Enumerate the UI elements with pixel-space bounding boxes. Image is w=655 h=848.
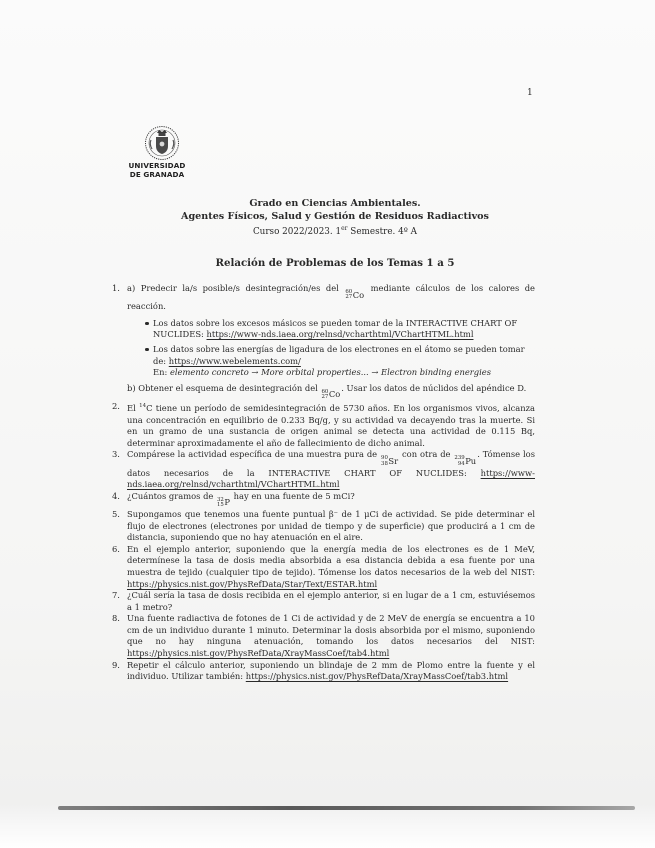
page-number: 1 (527, 88, 533, 98)
problem-2: 2. El $^{14}$C tiene un período de semidesintegración de 5730 años. En los organismos vivos, alcanza una concentración en equilibrio de 0.233 Bq/g, y su actividad va decayendo tras la muerte. Si en un gramo de una sustancia de origen animal se detecta una actividad de 0.115 Bq, determinar aproximadamente el año de fallecimiento de dicho animal. (112, 400, 536, 448)
problem-3: 3. Compárese la actividad específica de una muestra pura de 90 38 Sr con otra de 239 94 Pu . Tómense los datos necesarios de la INTERACTIVE CHART OF NUCLIDES: https://www-nds.iaea.org/relnsd/vcharthtml/VChartHTML.html (112, 449, 535, 490)
navigation-path: En: elemento concreto → More orbital properties... → Electron binding energies (153, 367, 492, 378)
problem-8: 8. Una fuente radiactiva de fotones de 1 Ci de actividad y de 2 MeV de energía se encuentra a 10 cm de un individuo durante 1 minuto. Determinar la dosis absorbida por el mismo, suponiendo que no hay ninguna atenuación, tomando los datos necesarios del NIST: https://physics.nist.gov/PhysRefData/XrayMassCoef/tab4.html (112, 613, 535, 659)
university-logo-text (112, 162, 202, 179)
problem-7: 7. ¿Cuál sería la tasa de dosis recibida en el ejemplo anterior, si en lugar de a 1 cm, estuviésemos a 1 metro? (112, 590, 535, 612)
problem-6: 6. En el ejemplo anterior, suponiendo que la energía media de los electrones es de 1 MeV, determínese la tasa de dosis media absorbida a esa distancia debida a esa fuente por una muestra de tejido (cualquier tipo de tejido). Tómense los datos necesarios de la web del NIST: https://physics.nist.gov/PhysRefData/Star/Text/ESTAR.html (112, 543, 535, 589)
webelements-link[interactable]: https://www.webelements.com/ (168, 355, 301, 366)
problem-5: 5. Supongamos que tenemos una fuente puntual β⁻ de 1 μCi de actividad. Se pide determinar el flujo de electrones (electrones por unidad de tiempo y de superficie) que producirá a 1 cm de distancia, suponiendo que no hay atenuación en el aire. (112, 508, 535, 543)
university-name-line-2: DE GRANADA (129, 169, 185, 179)
problem-number: 1. (112, 283, 120, 293)
problem-4: 4. ¿Cuántos gramos de 32 15 P hay en una fuente de 5 mCi? (112, 490, 355, 509)
problem-number: 7. (112, 590, 120, 601)
problem-number: 4. (112, 490, 120, 501)
degree-title: Grado en Ciencias Ambientales. (249, 198, 421, 209)
list-item: Los datos sobre los excesos másicos se pueden tomar de la INTERACTIVE CHART OF NUCLIDES: https://www-nds.iaea.org/relnsd/vcharthtml/VChartHTML.html (145, 318, 535, 341)
isotope-co60: 60 27 Co (321, 388, 341, 401)
university-crest-icon (144, 124, 180, 162)
problem-1 (112, 283, 535, 401)
problem-number: 2. (112, 400, 120, 411)
problem-1a: a) Predecir la/s posible/s desintegración/es del 60 27 Co mediante cálculos de los calores de reacción. (127, 283, 535, 312)
isotope-co60: 60 27 Co (345, 289, 365, 301)
course-info: Curso 2022/2023. 1er Semestre. 4º A (252, 225, 418, 237)
isotope-sr90: 90 38 Sr (381, 455, 399, 467)
problem-number: 3. (112, 449, 120, 460)
problem-9: 9. Repetir el cálculo anterior, suponiendo un blindaje de 2 mm de Plomo entre la fuente y el individuo. Utilizar también: https://physics.nist.gov/PhysRefData/XrayMassCoef/tab3.html (112, 659, 535, 682)
iaea-nuclide-chart-link[interactable]: https://www-nds.iaea.org/relnsd/vcharthtml/VChartHTML.html (206, 329, 474, 340)
isotope-p32: 32 15 P (217, 496, 230, 509)
problem-1-hints (127, 318, 535, 379)
nist-tab4-link[interactable]: https://physics.nist.gov/PhysRefData/XrayMassCoef/tab4.html (127, 648, 390, 659)
university-name-line-1: UNIVERSIDAD (128, 161, 186, 170)
page-bottom-fade (0, 804, 655, 848)
problem-1b: b) Obtener el esquema de desintegración del 60 27 Co . Usar los datos de núclidos del apéndice D. (127, 382, 527, 401)
nist-tab3-link[interactable]: https://physics.nist.gov/PhysRefData/XrayMassCoef/tab3.html (245, 671, 509, 682)
page-bottom-edge (58, 806, 635, 810)
nist-estar-link[interactable]: https://physics.nist.gov/PhysRefData/Star/Text/ESTAR.html (127, 578, 378, 589)
problem-number: 6. (112, 543, 120, 554)
course-title: Agentes Físicos, Salud y Gestión de Residuos Radiactivos (181, 210, 489, 222)
iaea-nuclide-chart-link[interactable]: https://www-nds.iaea.org/relnsd/vcharthtml/VChartHTML.html (127, 467, 535, 490)
problem-number: 9. (112, 659, 120, 670)
course-header (120, 198, 550, 238)
isotope-pu239: 239 94 Pu (454, 455, 477, 467)
section-title: Relación de Problemas de los Temas 1 a 5 (215, 257, 455, 269)
problem-list (112, 283, 535, 683)
list-item: Los datos sobre las energías de ligadura de los electrones en el átomo se pueden tomar de: https://www.webelements.com/ En: elemento concreto → More orbital properties... → Electron binding energies (145, 344, 535, 379)
problem-number: 8. (112, 613, 120, 624)
problem-number: 5. (112, 508, 120, 519)
